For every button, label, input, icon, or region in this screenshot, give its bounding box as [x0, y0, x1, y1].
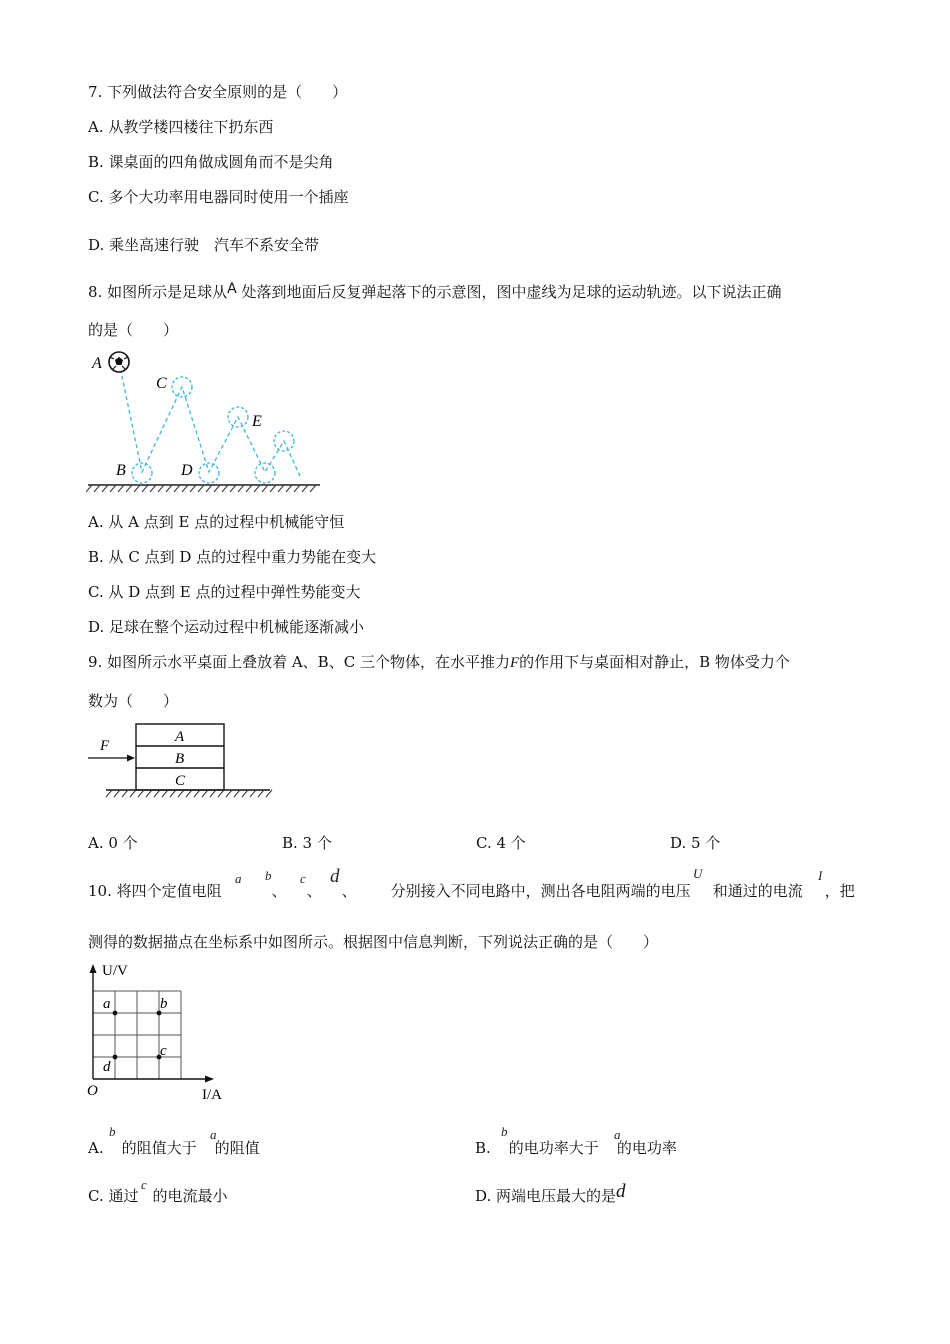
q10-resistor-d-symbol: d: [330, 866, 340, 887]
q7-option-c: C. 多个大功率用电器同时使用一个插座: [88, 188, 349, 206]
q10-option-a: A. 的阻值大于 的阻值: [88, 1139, 260, 1157]
q10-option-b-b-symbol: b: [501, 1124, 508, 1139]
q10-option-b-a-symbol: a: [614, 1127, 621, 1142]
q10-point-label-a: a: [103, 996, 111, 1012]
q9-option-c: C. 4 个: [476, 834, 526, 852]
q10-x-axis-label: I/A: [202, 1087, 222, 1103]
q9-stacked-blocks-figure: [86, 718, 276, 802]
q9-option-a: A. 0 个: [88, 834, 138, 852]
q10-option-c: C. 通过 的电流最小: [88, 1187, 228, 1205]
q10-origin-label: O: [87, 1083, 98, 1099]
q9-label-block-a: A: [175, 729, 185, 745]
q8-bouncing-ball-figure: [86, 345, 326, 495]
q8-trajectory: [119, 362, 300, 476]
q8-stem: 8. 如图所示是足球从A 处落到地面后反复弹起落下的示意图，图中虚线为足球的运动轨迹。以下说法正确: [88, 281, 782, 301]
q8-label-e: E: [252, 413, 262, 430]
q10-point-label-b: b: [160, 996, 168, 1012]
q10-point-d: [113, 1055, 118, 1060]
q8-point-symbol: A: [227, 281, 237, 297]
q9-label-block-c: C: [175, 773, 186, 789]
q7-option-a: A. 从教学楼四楼往下扔东西: [88, 118, 274, 136]
q10-resistor-b-symbol: b: [265, 868, 272, 883]
q8-label-b: B: [116, 462, 126, 479]
q7-option-d: D. 乘坐高速行驶 汽车不系安全带: [88, 236, 320, 254]
q10-resistor-c-symbol: c: [300, 871, 306, 886]
q8-stem-line2: 的是（ ）: [88, 321, 179, 339]
q8-label-c: C: [156, 375, 167, 392]
q9-stem: 9. 如图所示水平桌面上叠放着 A、B、C 三个物体，在水平推力F的作用下与桌面相对静止，B 物体受力个: [88, 653, 790, 671]
q10-point-label-c: c: [160, 1043, 167, 1059]
q9-force-symbol: F: [509, 655, 520, 671]
q10-ui-graph: [80, 956, 240, 1106]
q10-option-d-d-symbol: d: [616, 1181, 626, 1202]
q7-option-b: B. 课桌面的四角做成圆角而不是尖角: [88, 153, 334, 171]
q8-option-c: C. 从 D 点到 E 点的过程中弹性势能变大: [88, 583, 361, 601]
q7-stem: 7. 下列做法符合安全原则的是（ ）: [88, 83, 348, 101]
q10-option-c-c-symbol: c: [141, 1177, 147, 1192]
q10-option-d: D. 两端电压最大的是d: [475, 1181, 626, 1205]
soccer-ball-icon: [109, 352, 129, 372]
q10-option-a-b-symbol: b: [109, 1124, 116, 1139]
q10-y-axis-label: U/V: [102, 963, 128, 979]
q8-label-a: A: [92, 355, 102, 372]
q10-stem: 10. 将四个定值电阻 、 、 、 分别接入不同电路中，测出各电阻两端的电压 和通过的电流 ，把: [88, 882, 855, 900]
q9-option-d: D. 5 个: [670, 834, 721, 852]
q8-option-a: A. 从 A 点到 E 点的过程中机械能守恒: [88, 513, 345, 531]
q8-option-d: D. 足球在整个运动过程中机械能逐渐减小: [88, 618, 365, 636]
q10-resistor-a-symbol: a: [235, 871, 242, 886]
q8-label-d: D: [181, 462, 193, 479]
q10-point-a: [113, 1011, 118, 1016]
q10-voltage-symbol: U: [693, 866, 703, 881]
q10-option-b: B. 的电功率大于 的电功率: [475, 1139, 677, 1157]
q10-stem-line2: 测得的数据描点在坐标系中如图所示。根据图中信息判断，下列说法正确的是（ ）: [88, 933, 659, 951]
q9-label-block-b: B: [175, 751, 185, 767]
q9-option-b: B. 3 个: [282, 834, 332, 852]
q9-label-force: F: [100, 738, 110, 754]
q10-option-a-a-symbol: a: [210, 1127, 217, 1142]
q10-point-label-d: d: [103, 1059, 111, 1075]
q9-stem-line2: 数为（ ）: [88, 692, 179, 710]
q8-option-b: B. 从 C 点到 D 点的过程中重力势能在变大: [88, 548, 377, 566]
q10-current-symbol: I: [818, 868, 823, 883]
